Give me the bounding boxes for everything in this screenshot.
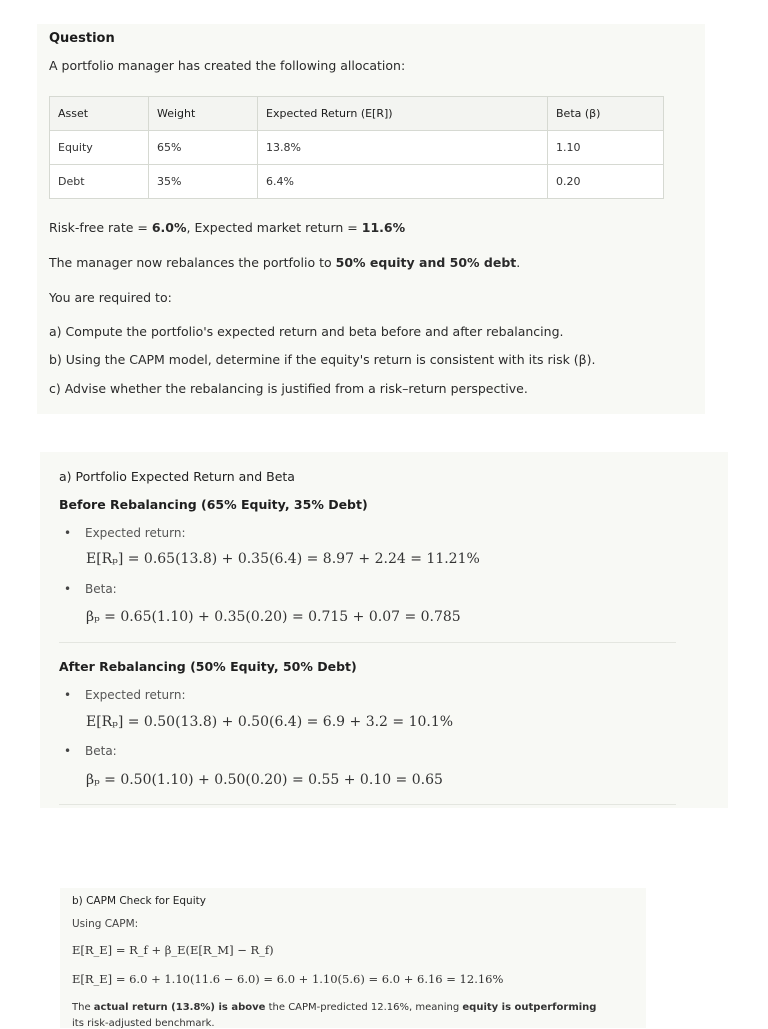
- header-beta: Beta (β): [548, 97, 664, 131]
- table-row: [50, 165, 664, 199]
- after-title: After Rebalancing (50% Equity, 50% Debt): [59, 659, 357, 674]
- task-a: a) Compute the portfolio's expected return and beta before and after rebalancing.: [49, 324, 564, 339]
- rates-line: [49, 220, 405, 235]
- rebalance-prefix: The manager now rebalances the portfolio to: [49, 255, 336, 270]
- header-asset: Asset: [50, 97, 149, 131]
- list-item: [66, 688, 186, 702]
- cell-beta: 1.10: [548, 131, 664, 165]
- divider: [59, 642, 676, 643]
- list-item: [66, 526, 186, 540]
- capm-conclusion: [72, 1002, 596, 1013]
- capm-formula: E[R_E] = R_f + β_E(E[R_M] − R_f): [72, 943, 274, 957]
- capm-calculation: E[R_E] = 6.0 + 1.10(11.6 − 6.0) = 6.0 + 1.10(5.6) = 6.0 + 6.16 = 12.16%: [72, 972, 504, 986]
- conclusion-text: The: [72, 1002, 94, 1013]
- conclusion-text: the CAPM-predicted 12.16%, meaning: [265, 1002, 463, 1013]
- rates-rf-value: 6.0%: [151, 220, 187, 235]
- question-title: Question: [49, 31, 115, 46]
- cell-weight: 65%: [149, 131, 258, 165]
- conclusion-emphasis: equity is outperforming: [462, 1002, 597, 1013]
- required-label: You are required to:: [49, 290, 172, 305]
- task-b: b) Using the CAPM model, determine if the equity's return is consistent with its risk (β).: [49, 352, 596, 367]
- rebalance-highlight: 50% equity and 50% debt: [335, 255, 517, 270]
- header-expected-return: Expected Return (E[R]): [258, 97, 548, 131]
- allocation-table: [49, 96, 664, 199]
- capm-using: Using CAPM:: [72, 918, 139, 930]
- rates-rf-label: Risk-free rate =: [49, 220, 152, 235]
- list-item: [66, 744, 117, 758]
- cell-asset: Equity: [50, 131, 149, 165]
- bullet-label: Beta:: [85, 582, 117, 596]
- table-header-row: [50, 97, 664, 131]
- divider: [59, 804, 676, 805]
- capm-card: [60, 888, 646, 1028]
- section-title: a) Portfolio Expected Return and Beta: [59, 469, 295, 484]
- task-c: c) Advise whether the rebalancing is justified from a risk–return perspective.: [49, 381, 528, 396]
- solution-card: [40, 452, 728, 808]
- capm-title: b) CAPM Check for Equity: [72, 895, 206, 907]
- cell-beta: 0.20: [548, 165, 664, 199]
- cell-weight: 35%: [149, 165, 258, 199]
- rebalance-suffix: .: [516, 255, 521, 270]
- conclusion-emphasis: actual return (13.8%) is above: [93, 1002, 266, 1013]
- bullet-label: Beta:: [85, 744, 117, 758]
- cell-expected-return: 6.4%: [258, 165, 548, 199]
- rebalance-line: [49, 255, 520, 270]
- after-beta-formula: βₚ = 0.50(1.10) + 0.50(0.20) = 0.55 + 0.10 = 0.65: [86, 772, 443, 788]
- rates-rm-value: 11.6%: [361, 220, 406, 235]
- question-intro: A portfolio manager has created the following allocation:: [49, 58, 406, 73]
- table-row: [50, 131, 664, 165]
- before-return-formula: E[Rₚ] = 0.65(13.8) + 0.35(6.4) = 8.97 + 2.24 = 11.21%: [86, 551, 480, 567]
- cell-expected-return: 13.8%: [258, 131, 548, 165]
- header-weight: Weight: [149, 97, 258, 131]
- list-item: [66, 582, 117, 596]
- before-beta-formula: βₚ = 0.65(1.10) + 0.35(0.20) = 0.715 + 0.07 = 0.785: [86, 609, 461, 625]
- rates-rm-label: , Expected market return =: [186, 220, 362, 235]
- bullet-label: Expected return:: [85, 688, 186, 702]
- before-title: Before Rebalancing (65% Equity, 35% Debt): [59, 497, 368, 512]
- bullet-label: Expected return:: [85, 526, 186, 540]
- after-return-formula: E[Rₚ] = 0.50(13.8) + 0.50(6.4) = 6.9 + 3.2 = 10.1%: [86, 714, 454, 730]
- cell-asset: Debt: [50, 165, 149, 199]
- question-card: [37, 24, 705, 414]
- capm-conclusion-cont: its risk-adjusted benchmark.: [72, 1018, 215, 1029]
